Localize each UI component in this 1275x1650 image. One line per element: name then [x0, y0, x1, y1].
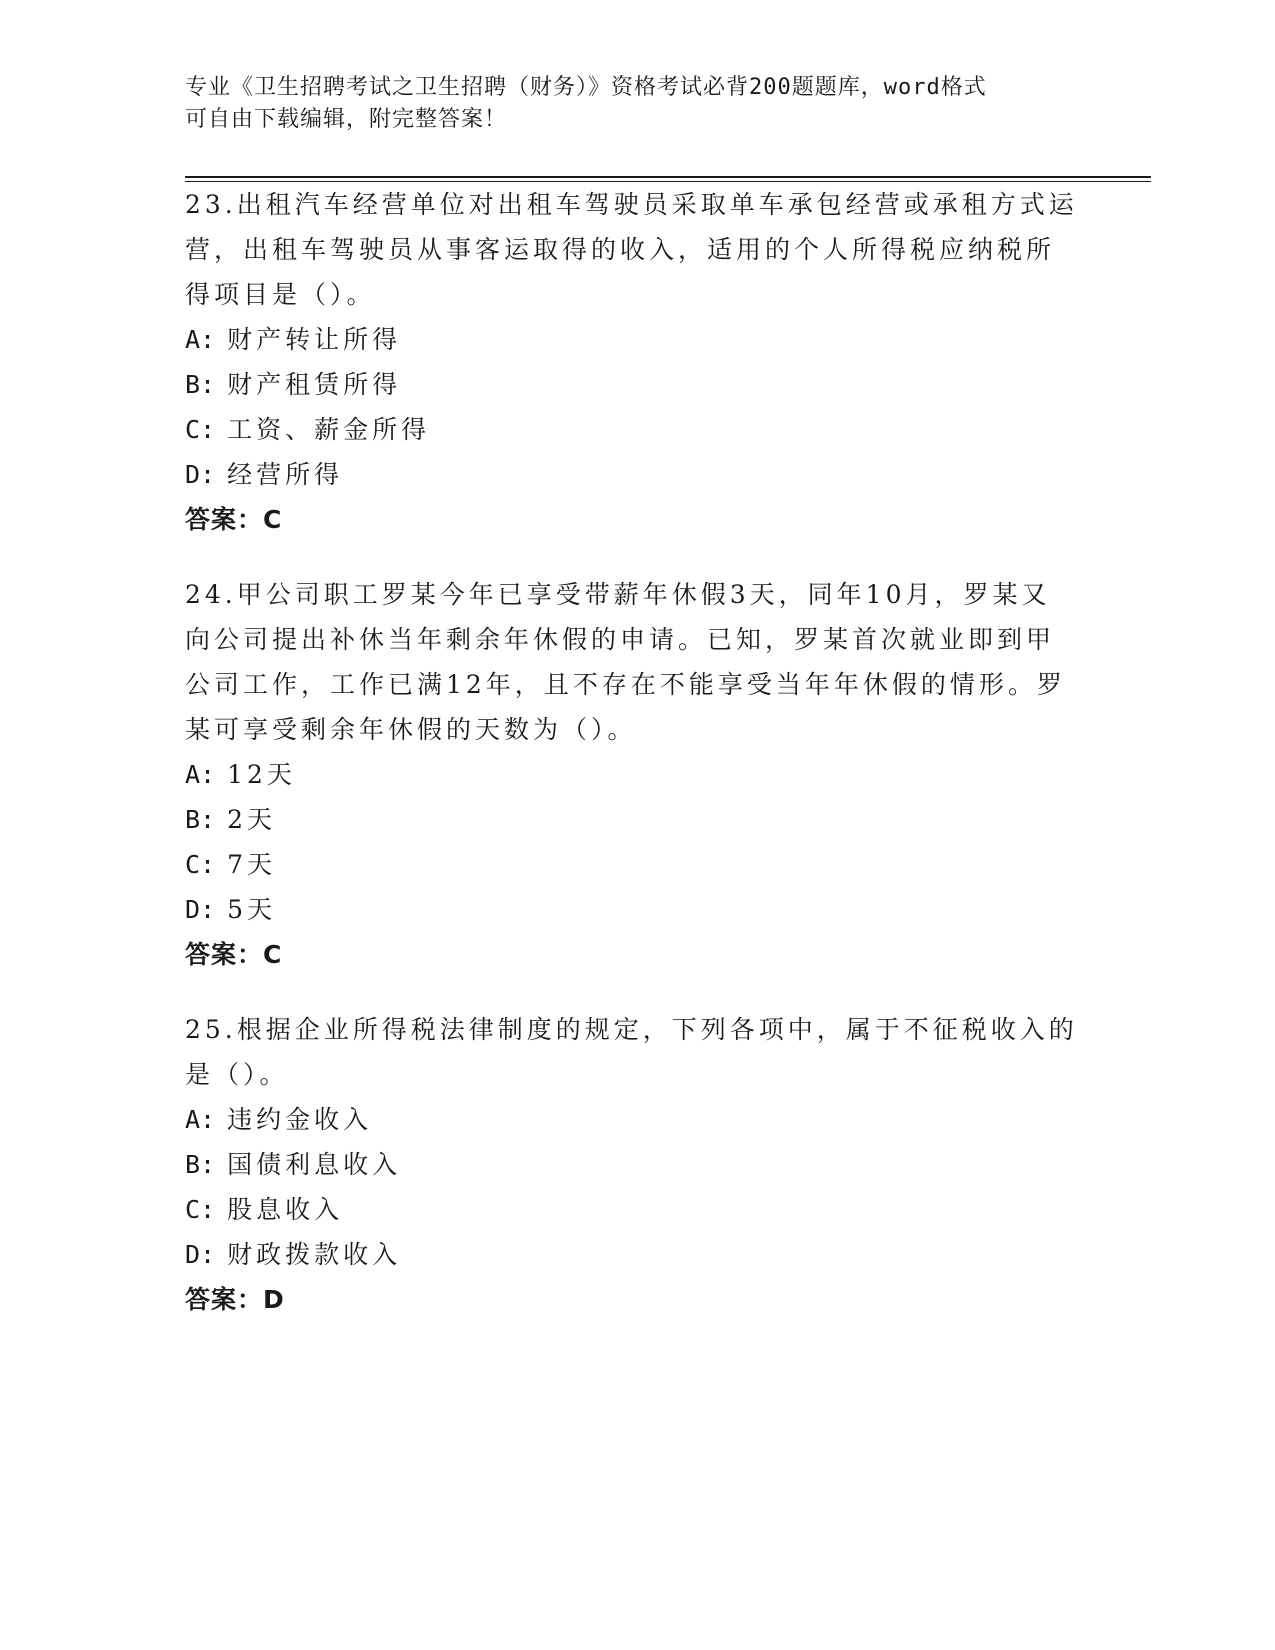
option-d: [185, 452, 1085, 497]
answer: 答案：C: [185, 940, 283, 969]
option-text: 12天: [227, 760, 296, 789]
stem-line: 向公司提出补休当年剩余年休假的申请。已知，罗某首次就业即到甲: [185, 625, 1056, 654]
option-text: 违约金收入: [227, 1105, 373, 1134]
option-label: A:: [185, 1105, 216, 1134]
question-stem: [185, 1007, 1085, 1097]
question-stem: [185, 572, 1085, 752]
option-label: D:: [185, 460, 216, 489]
question-stem: [185, 182, 1085, 317]
option-text: 经营所得: [227, 460, 344, 489]
option-text: 财政拨款收入: [227, 1240, 402, 1269]
stem-line: 得项目是（）。: [185, 280, 376, 309]
option-label: B:: [185, 370, 216, 399]
option-b: [185, 797, 1085, 842]
option-text: 财产租赁所得: [227, 370, 402, 399]
option-a: [185, 752, 1085, 797]
stem-line: 营，出租车驾驶员从事客运取得的收入，适用的个人所得税应纳税所: [185, 235, 1056, 264]
header-divider: [185, 176, 1151, 178]
option-label: A:: [185, 325, 216, 354]
option-label: B:: [185, 805, 216, 834]
question-25: [185, 1007, 1085, 1323]
option-text: 2天: [227, 805, 276, 834]
answer: 答案：C: [185, 505, 283, 534]
option-label: C:: [185, 415, 216, 444]
question-24: [185, 572, 1085, 978]
option-text: 7天: [227, 850, 276, 879]
question-23: [185, 182, 1085, 543]
stem-line: 24.甲公司职工罗某今年已享受带薪年休假3天，同年10月，罗某又: [185, 580, 1051, 609]
option-b: [185, 1142, 1085, 1187]
option-c: [185, 842, 1085, 887]
option-label: D:: [185, 1240, 216, 1269]
answer: 答案：D: [185, 1285, 285, 1314]
stem-line: 23.出租汽车经营单位对出租车驾驶员采取单车承包经营或承租方式运: [185, 190, 1078, 219]
option-label: C:: [185, 850, 216, 879]
option-d: [185, 887, 1085, 932]
option-text: 股息收入: [227, 1195, 344, 1224]
stem-line: 某可享受剩余年休假的天数为（）。: [185, 715, 637, 744]
stem-line: 25.根据企业所得税法律制度的规定，下列各项中，属于不征税收入的: [185, 1015, 1078, 1044]
option-b: [185, 362, 1085, 407]
option-a: [185, 1097, 1085, 1142]
option-c: [185, 407, 1085, 452]
stem-line: 是（）。: [185, 1060, 289, 1089]
stem-line: 公司工作，工作已满12年，且不存在不能享受当年年休假的情形。罗: [185, 670, 1066, 699]
option-text: 工资、薪金所得: [227, 415, 431, 444]
option-text: 5天: [227, 895, 276, 924]
option-label: A:: [185, 760, 216, 789]
option-label: D:: [185, 895, 216, 924]
header-line-2: 可自由下载编辑，附完整答案！: [185, 107, 508, 132]
option-d: [185, 1232, 1085, 1277]
option-a: [185, 317, 1085, 362]
header-line-1: 专业《卫生招聘考试之卫生招聘（财务）》资格考试必背200题题库，word格式: [185, 75, 987, 100]
option-label: C:: [185, 1195, 216, 1224]
document-header: [185, 72, 1065, 136]
option-text: 财产转让所得: [227, 325, 402, 354]
option-label: B:: [185, 1150, 216, 1179]
option-c: [185, 1187, 1085, 1232]
option-text: 国债利息收入: [227, 1150, 402, 1179]
